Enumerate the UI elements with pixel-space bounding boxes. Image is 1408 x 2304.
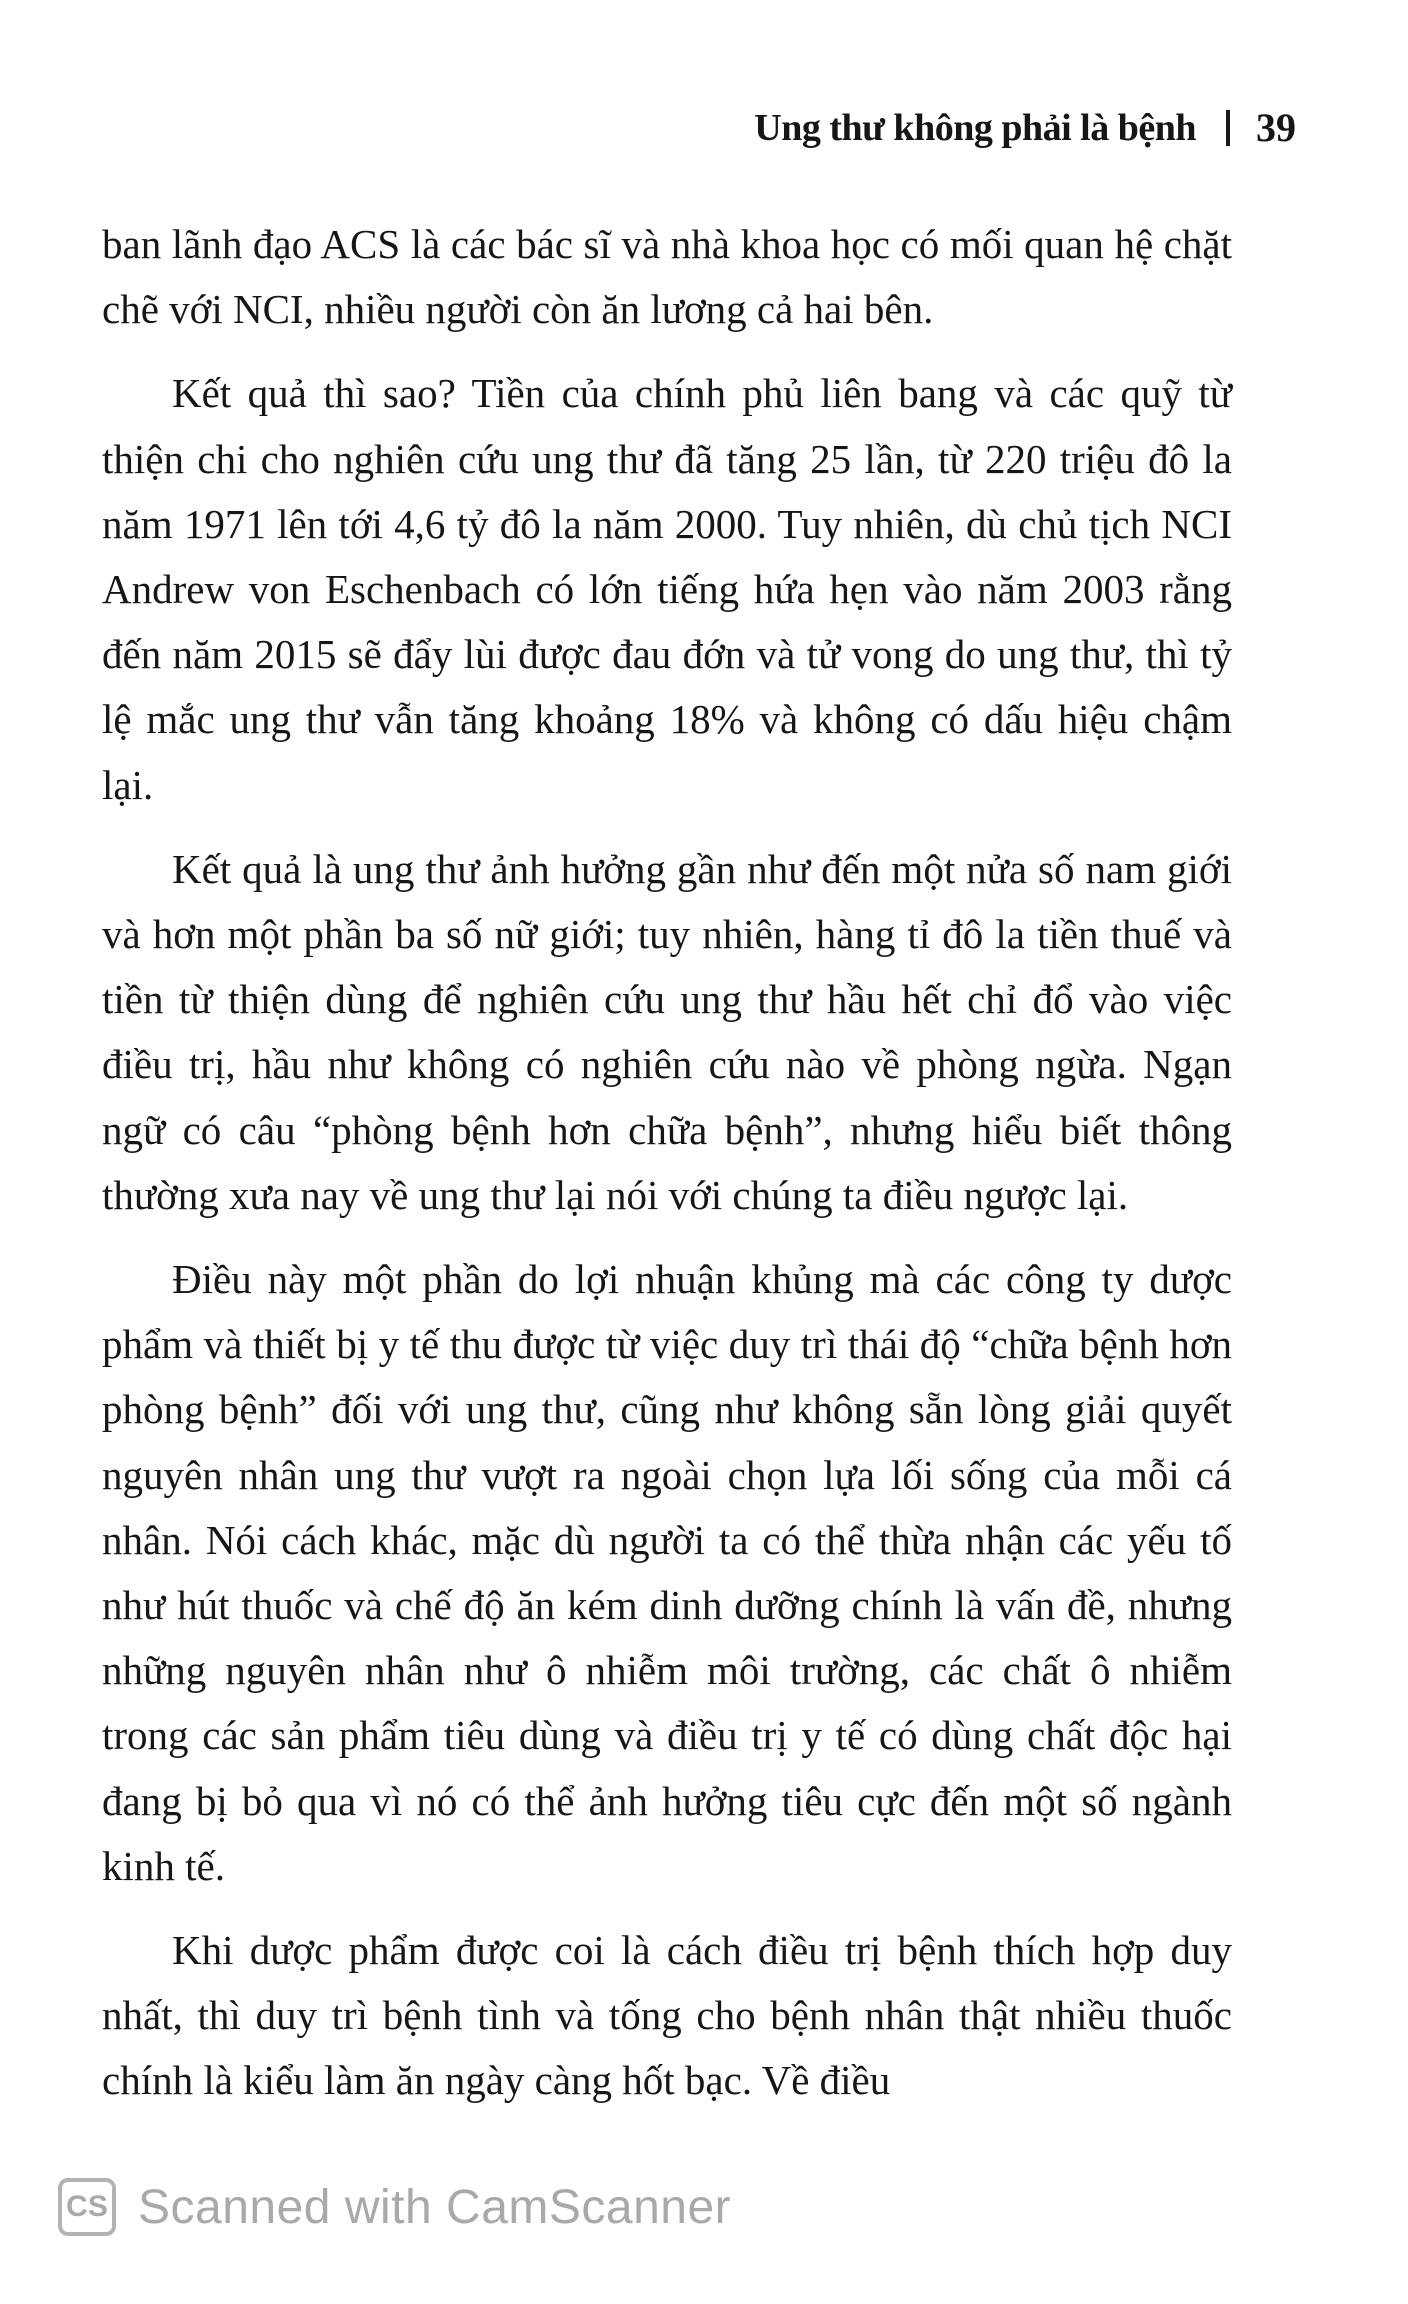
header-divider <box>1226 110 1230 146</box>
scanner-watermark <box>58 2178 731 2236</box>
paragraph: Kết quả là ung thư ảnh hưởng gần như đến một nửa số nam giới và hơn một phần ba số nữ giới; tuy nhiên, hàng tỉ đô la tiền thuế và tiền từ thiện dùng để nghiên cứu ung thư hầu hết chỉ đổ vào việc điều trị, hầu như không có nghiên cứu nào về phòng ngừa. Ngạn ngữ có câu “phòng bệnh hơn chữa bệnh”, nhưng hiểu biết thông thường xưa nay về ung thư lại nói với chúng ta điều ngược lại. <box>102 845 1232 1218</box>
paragraph: Điều này một phần do lợi nhuận khủng mà các công ty dược phẩm và thiết bị y tế thu được từ việc duy trì thái độ “chữa bệnh hơn phòng bệnh” đối với ung thư, cũng như không sẵn lòng giải quyết nguyên nhân ung thư vượt ra ngoài chọn lựa lối sống của mỗi cá nhân. Nói cách khác, mặc dù người ta có thể thừa nhận các yếu tố như hút thuốc và chế độ ăn kém dinh dưỡng chính là vấn đề, nhưng những nguyên nhân như ô nhiễm môi trường, các chất ô nhiễm trong các sản phẩm tiêu dùng và điều trị y tế có dùng chất độc hại đang bị bỏ qua vì nó có thể ảnh hưởng tiêu cực đến một số ngành kinh tế. <box>102 1256 1232 1889</box>
camscanner-logo-icon: CS <box>58 2178 116 2236</box>
body-text <box>102 212 1232 2133</box>
chapter-title: Ung thư không phải là bệnh <box>754 106 1196 149</box>
paragraph: Khi dược phẩm được coi là cách điều trị bệnh thích hợp duy nhất, thì duy trì bệnh tình và tống cho bệnh nhân thật nhiều thuốc chính là kiểu làm ăn ngày càng hốt bạc. Về điều <box>102 1927 1232 2104</box>
paragraph-continued: ban lãnh đạo ACS là các bác sĩ và nhà khoa học có mối quan hệ chặt chẽ với NCI, nhiều người còn ăn lương cả hai bên. <box>102 221 1232 333</box>
watermark-text: Scanned with CamScanner <box>138 2180 732 2234</box>
running-header <box>754 104 1296 151</box>
page-number: 39 <box>1256 105 1296 150</box>
paragraph: Kết quả thì sao? Tiền của chính phủ liên bang và các quỹ từ thiện chi cho nghiên cứu ung thư đã tăng 25 lần, từ 220 triệu đô la năm 1971 lên tới 4,6 tỷ đô la năm 2000. Tuy nhiên, dù chủ tịch NCI Andrew von Eschenbach có lớn tiếng hứa hẹn vào năm 2003 rằng đến năm 2015 sẽ đẩy lùi được đau đớn và tử vong do ung thư, thì tỷ lệ mắc ung thư vẫn tăng khoảng 18% và không có dấu hiệu chậm lại. <box>102 370 1232 808</box>
